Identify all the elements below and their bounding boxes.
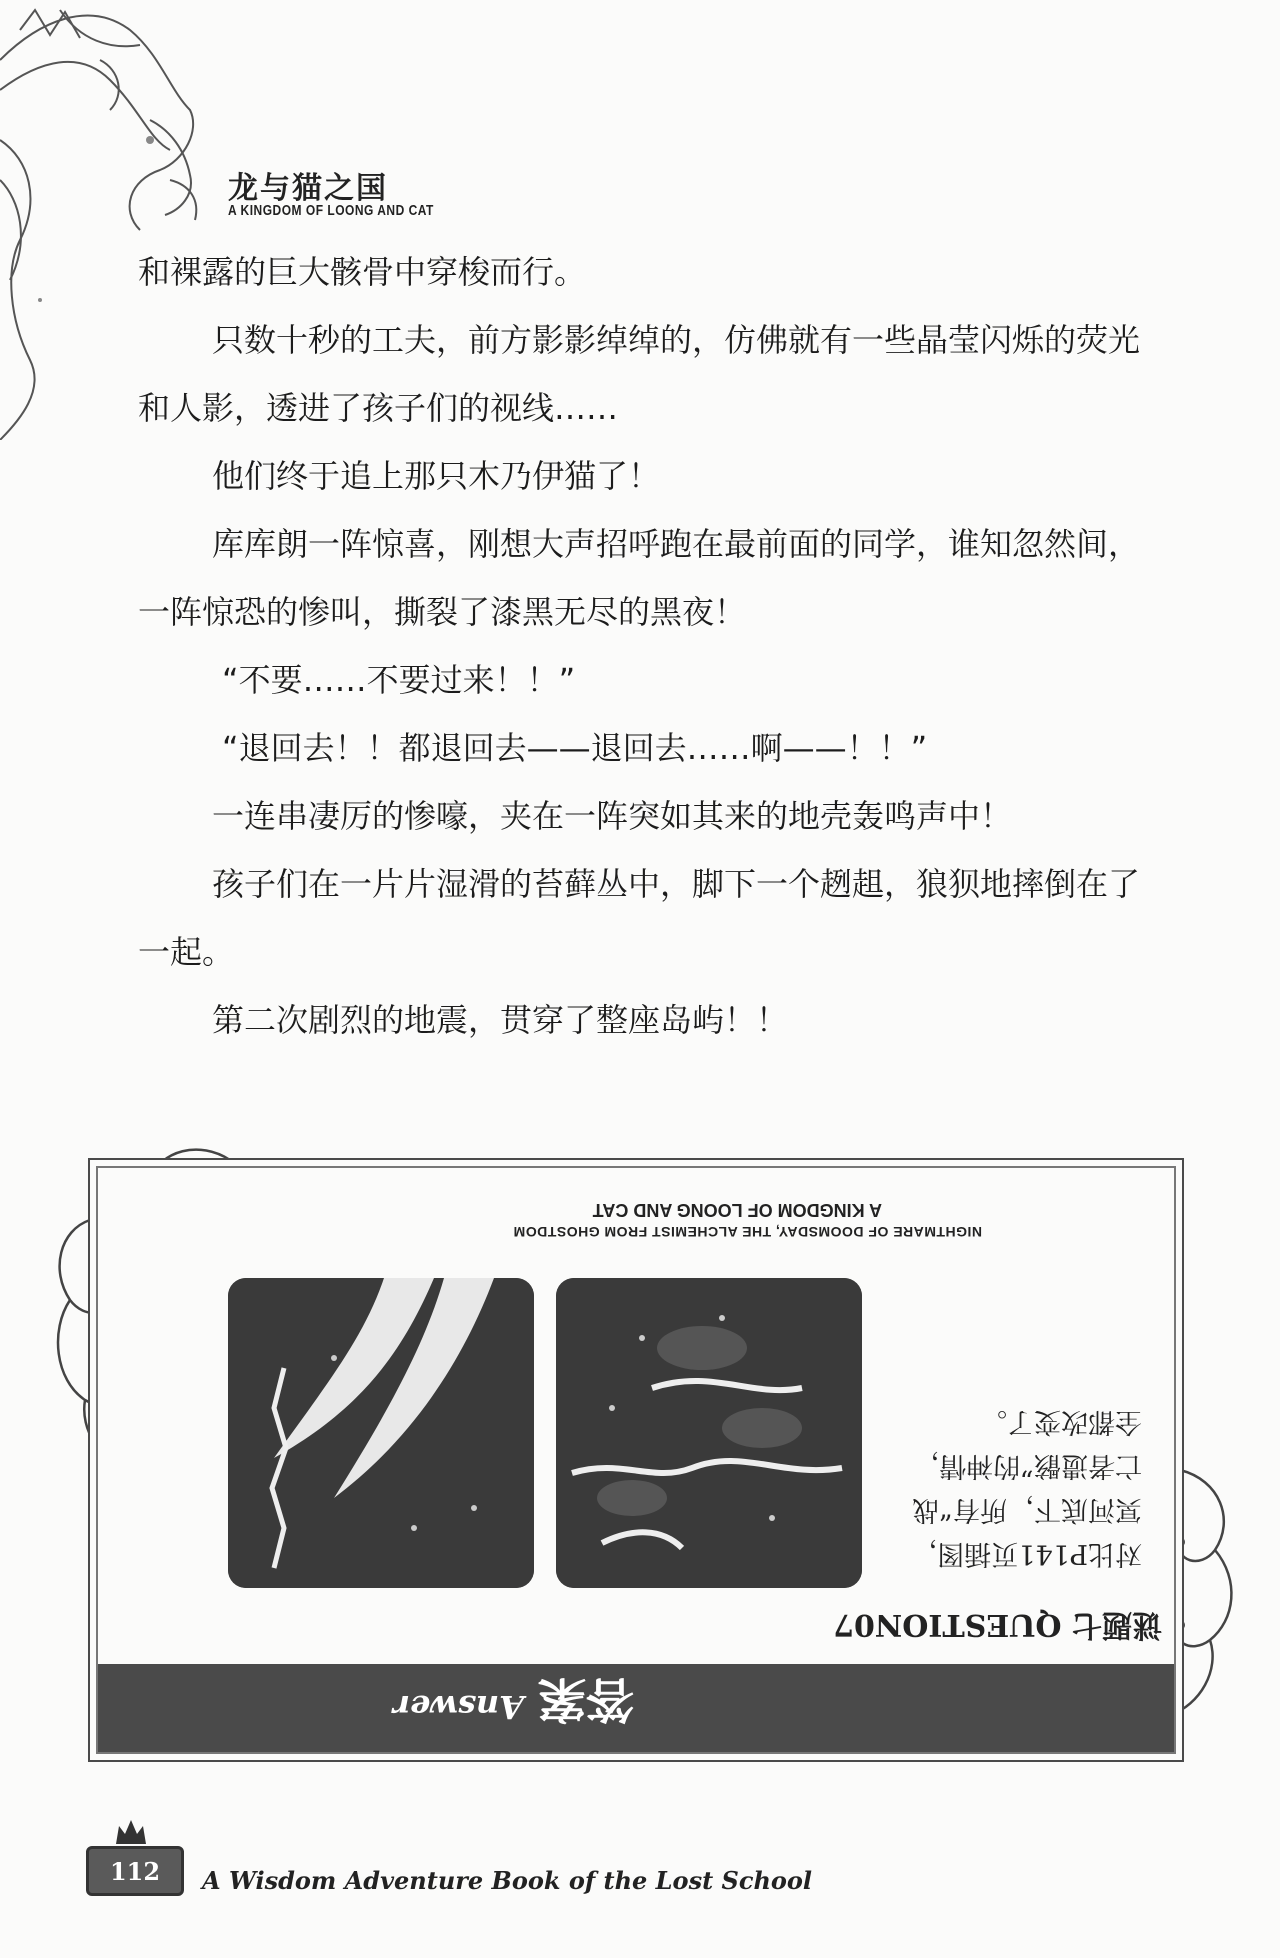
paragraph: 库库朗一阵惊喜，刚想大声招呼跑在最前面的同学，谁知忽然间，一阵惊恐的惨叫，撕裂了漆黑无尽的黑夜！	[138, 525, 1141, 631]
book-series-subtitle: A KINGDOM OF LOONG AND CAT	[228, 201, 434, 219]
book-series-title: 龙与猫之国	[228, 171, 388, 206]
paragraph: 一连串凄厉的惨嚎，夹在一阵突如其来的地壳轰鸣声中！	[212, 797, 1013, 835]
book-title-footer: A Wisdom Adventure Book of the Lost School	[202, 1866, 813, 1895]
page-number-badge	[86, 1846, 184, 1896]
answer-banner	[98, 1664, 1174, 1752]
answer-line: 对比P141页插图，	[910, 1538, 1142, 1569]
panel-footer-title: A KINGDOM OF LOONG AND CAT	[592, 1200, 882, 1220]
answer-heading-en: Answer	[393, 1688, 524, 1726]
paragraph: “不要……不要过来！！”	[222, 661, 576, 699]
answer-description	[902, 1399, 1142, 1575]
crown-icon	[114, 1818, 148, 1846]
paragraph: 只数十秒的工夫，前方影影绰绰的，仿佛就有一些晶莹闪烁的荧光和人影，透进了孩子们的视线……	[138, 321, 1141, 427]
paragraph: 第二次剧烈的地震，贯穿了整座岛屿！！	[212, 1001, 789, 1039]
question-label: 谜题七 QUESTION07	[833, 1607, 1162, 1642]
answer-heading-cn: 答案	[537, 1671, 634, 1727]
paragraph: “退回去！！都退回去——退回去……啊——！！”	[222, 729, 928, 767]
story-body	[138, 238, 1148, 1054]
answer-line: 亡者遗骸”的神情，	[912, 1450, 1142, 1481]
answer-line: 全都改变了。	[980, 1406, 1142, 1437]
page-number: 112	[109, 1856, 161, 1886]
comparison-image-left	[556, 1278, 862, 1588]
paragraph: 他们终于追上那只木乃伊猫了！	[212, 457, 661, 495]
answer-line: 冥河底下，所有“战	[912, 1494, 1142, 1525]
panel-footer-subtitle: NIGHTMARE OF DOOMSDAY, THE ALCHEMIST FROM GHOSTDOM	[513, 1224, 982, 1240]
paragraph: 孩子们在一片片湿滑的苔藓丛中，脚下一个趔趄，狼狈地摔倒在了一起。	[138, 865, 1141, 971]
answer-panel	[88, 1158, 1184, 1762]
paragraph: 和裸露的巨大骸骨中穿梭而行。	[138, 253, 587, 291]
comparison-image-right	[228, 1278, 534, 1588]
